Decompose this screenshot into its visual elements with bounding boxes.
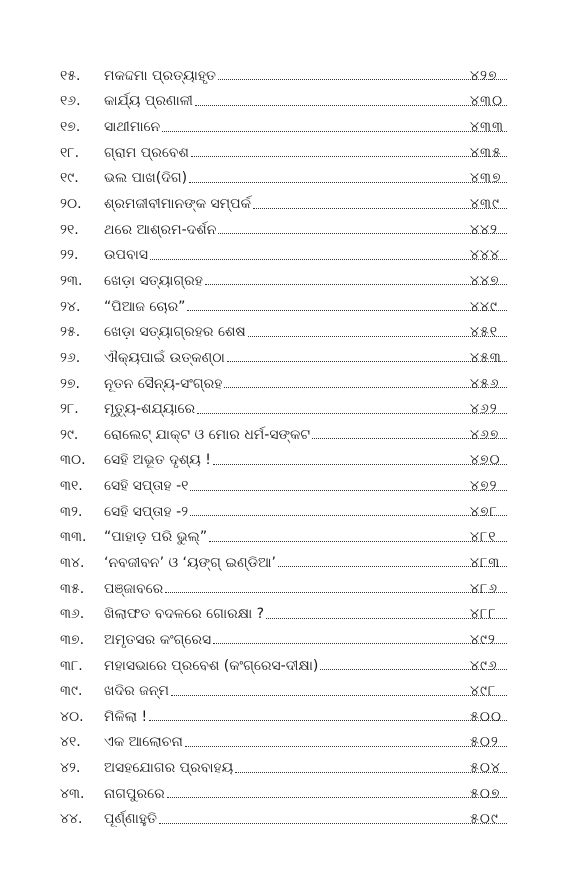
chapter-title: ଥରେ ଆଶ୍ରମ-ଦର୍ଶନ [104,221,217,238]
chapter-title: ମକଦ୍ଦମା ପ୍ରତ୍ୟାହୃତ [104,67,216,84]
page-number: ୪୫୬ [470,375,500,392]
toc-entry [0,601,585,627]
toc-entry [0,781,585,807]
toc-entry [0,166,585,192]
toc-entry [0,242,585,268]
toc-entry [0,550,585,576]
page-number: ୫୦୨ [470,734,499,751]
page-number: ୪୪୨ [470,221,498,238]
toc-entry [0,319,585,345]
page-number: ୪୭୨ [470,478,498,495]
chapter-title: ସେହି ସପ୍ତାହ -୧ [104,478,189,495]
page-number: ୫୦୭ [470,785,501,802]
chapter-title: ମୃତ୍ୟୁ-ଶଯ୍ୟାରେ [104,401,196,418]
chapter-number: ୩୮. [60,657,83,674]
toc-entry [0,294,585,320]
chapter-number: ୨୦. [60,196,82,213]
chapter-title: ଏକ ଆଲୋଚନା [104,734,183,751]
chapter-title: ଖଦିର ଜନ୍ମ [104,683,169,700]
chapter-title: ଐକ୍ୟପାଇଁ ଉତ୍କଣ୍ଠା [104,349,225,366]
page-number: ୪୩୭ [470,170,502,187]
toc-entry [0,627,585,653]
chapter-title: ସେହି ଅଭୂତ ଦୃଶ୍ୟ ! [104,452,211,469]
page-number: ୪୯୨ [470,631,496,648]
chapter-title: କାର୍ଯ୍ୟ ପ୍ରଣାଳୀ [104,93,193,110]
chapter-title: ‘ନବଜୀବନ’ ଓ ‘ୟଙ୍ଗ୍ ଇଣ୍ଡିଆ’ [104,554,276,571]
chapter-number: ୨୯. [60,426,79,443]
chapter-number: ୪୩. [60,785,85,802]
toc-entry [0,268,585,294]
chapter-title: ଖେଡ଼ା ସତ୍ୟାଗ୍ରହ [104,272,203,289]
dot-leader [227,361,507,362]
dot-leader [185,746,507,747]
toc-entry [0,755,585,781]
chapter-title-line [104,554,507,572]
dot-leader [165,592,507,593]
page-number: ୪୬୨ [470,401,498,418]
dot-leader [190,490,507,491]
chapter-number: ୨୩. [60,272,83,289]
chapter-title-line [104,323,507,341]
page-number: ୪୮୧ [470,529,497,546]
chapter-number: ୩୧. [60,478,83,495]
table-of-contents [0,63,585,832]
dot-leader [253,208,507,209]
chapter-title-line [104,682,507,700]
chapter-number: ୩୯. [60,683,83,700]
chapter-number: ୧୭. [60,119,81,136]
chapter-title: ଉପବାସ [104,247,149,264]
chapter-title-line [104,503,507,521]
toc-entry [0,89,585,115]
chapter-number: ୩୬. [60,606,85,623]
chapter-number: ୩୩. [60,529,87,546]
toc-entry [0,576,585,602]
chapter-title-line [104,169,507,187]
dot-leader [162,131,507,132]
page-number: ୪୯୬ [470,657,498,674]
dot-leader [218,233,507,234]
chapter-number: ୧୯. [60,170,79,187]
chapter-number: ୧୮. [60,144,80,161]
chapter-number: ୩୪. [60,554,85,571]
chapter-title: ଖେଡ଼ା ସତ୍ୟାଗ୍ରହର ଶେଷ [104,324,246,341]
chapter-title-line [104,375,507,393]
chapter-title: ମିଳିଲା ! [104,708,148,725]
toc-entry [0,704,585,730]
page-number: ୪୯୮ [470,683,497,700]
page-number: ୪୮୮ [470,606,497,623]
page-number: ୪୬୭ [470,426,500,443]
chapter-number: ୨୪. [60,298,81,315]
dot-leader [209,541,507,542]
page-number: ୪୨୭ [470,67,498,84]
chapter-title-line [104,810,507,828]
chapter-number: ୨୬. [60,349,81,366]
chapter-title-line [104,349,507,367]
dot-leader [159,823,507,824]
chapter-title: ନାଗପୁରରେ [104,785,165,802]
chapter-title-line [104,657,507,675]
chapter-number: ୩୭. [60,631,85,648]
chapter-number: ୨୫. [60,324,81,341]
chapter-title-line [104,580,507,598]
chapter-title: ପୂର୍ଣ୍ଣାହୁତି [104,811,157,828]
chapter-title-line [104,272,507,290]
page-number: ୪୮୬ [470,580,499,597]
chapter-title: “ପିଆଜ ଚୋର” [104,298,186,315]
toc-entry [0,807,585,833]
chapter-title-line [104,92,507,110]
dot-leader [224,387,507,388]
chapter-title-line [104,528,507,546]
page-number: ୪୮୩ [470,554,501,571]
page-number: ୪୪୪ [470,247,500,264]
chapter-number: ୨୧. [60,221,79,238]
page-number: ୪୪୭ [470,272,500,289]
dot-leader [189,182,507,183]
chapter-title: ରୋଲେଟ୍ ଯାକ୍ଟ ଓ ମୋର ଧର୍ମ-ସଙ୍କଟ [104,426,311,443]
chapter-title-line [104,118,507,136]
toc-entry [0,63,585,89]
chapter-title: ପଞ୍ଜାବରେ [104,580,164,597]
chapter-title-line [104,631,507,649]
chapter-title-line [104,759,507,777]
dot-leader [218,79,507,80]
page-number: ୪୭୮ [470,503,498,520]
toc-entry [0,525,585,551]
chapter-title: ସାଥୀମାନେ [104,119,161,136]
toc-entry [0,473,585,499]
toc-entry [0,448,585,474]
toc-entry [0,140,585,166]
chapter-number: ୨୭. [60,375,80,392]
page-number: ୪୩୯ [470,196,500,213]
chapter-title-line [104,67,507,85]
dot-leader [213,464,507,465]
chapter-title-line [104,708,507,726]
dot-leader [205,284,507,285]
toc-entry [0,345,585,371]
chapter-title-line [104,246,507,264]
chapter-title-line [104,298,507,316]
chapter-title-line [104,785,507,803]
chapter-number: ୪୪. [60,811,83,828]
chapter-number: ୨୨. [60,247,79,264]
toc-entry [0,396,585,422]
chapter-number: ୪୧. [60,734,81,751]
dot-leader [149,720,507,721]
chapter-title: ଅସହଯୋଗର ପ୍ରବାହୟ [104,760,234,777]
page-number: ୪୩୩ [470,119,504,136]
dot-leader [191,156,507,157]
chapter-title-line [104,221,507,239]
page-number: ୪୩୦ [470,93,504,110]
dot-leader [235,772,507,773]
toc-entry [0,217,585,243]
toc-entry [0,730,585,756]
chapter-title: ନୂତନ ସୈନ୍ୟ-ସଂଗ୍ରହ [104,375,223,392]
chapter-title: ଖିଲାଫତ ବଦଳରେ ଗୋରକ୍ଷା ? [104,606,265,623]
chapter-title-line [104,477,507,495]
chapter-title: ଅମୃତସର କଂଗ୍ରେସ [104,631,212,648]
page-number: ୪୩୫ [470,144,502,161]
toc-entry [0,678,585,704]
chapter-title-line [104,605,507,623]
page-number: ୫୦୪ [470,760,501,777]
chapter-title-line [104,400,507,418]
dot-leader [190,515,507,516]
dot-leader [195,105,507,106]
chapter-title: ଗ୍ରାମ ପ୍ରବେଶ [104,144,189,161]
toc-entry [0,114,585,140]
toc-entry [0,653,585,679]
dot-leader [167,797,507,798]
chapter-number: ୧୫. [60,67,81,84]
chapter-title: ସେହି ସପ୍ତାହ -୨ [104,503,189,520]
chapter-title: ମହାସଭାରେ ପ୍ରବେଶ (କଂଗ୍ରେସ-ଦୀକ୍ଷା) [104,657,319,674]
page-number: ୫୦୦ [470,708,503,725]
dot-leader [248,336,507,337]
chapter-number: ୩୫. [60,580,85,597]
chapter-title-line [104,451,507,469]
toc-entry [0,191,585,217]
dot-leader [197,413,507,414]
dot-leader [187,310,507,311]
dot-leader [213,643,507,644]
chapter-title-line [104,195,507,213]
page-number: ୪୫୧ [470,324,499,341]
chapter-title: “ପାହାଡ଼ ପରି ଭୁଲ୍” [104,529,208,546]
chapter-number: ୧୬. [60,93,81,110]
chapter-number: ୨୮. [60,401,79,418]
chapter-number: ୩୦. [60,452,86,469]
toc-entry [0,499,585,525]
chapter-title-line [104,144,507,162]
dot-leader [171,695,507,696]
dot-leader [150,259,507,260]
toc-entry [0,422,585,448]
page-number: ୪୫୩ [470,349,502,366]
page-number: ୫୦୯ [470,811,499,828]
chapter-number: ୩୨. [60,503,83,520]
chapter-number: ୪୦. [60,708,84,725]
chapter-number: ୪୨. [60,760,81,777]
page-number: ୪୪୯ [470,298,498,315]
chapter-title: ଭଲ ପାଖ(ଦିଗ) [104,170,188,187]
chapter-title-line [104,733,507,751]
page-number: ୪୭୦ [470,452,501,469]
toc-entry [0,371,585,397]
chapter-title-line [104,426,507,444]
chapter-title: ଶ୍ରମଜୀବୀମାନଙ୍କ ସମ୍ପର୍କ [104,196,251,213]
